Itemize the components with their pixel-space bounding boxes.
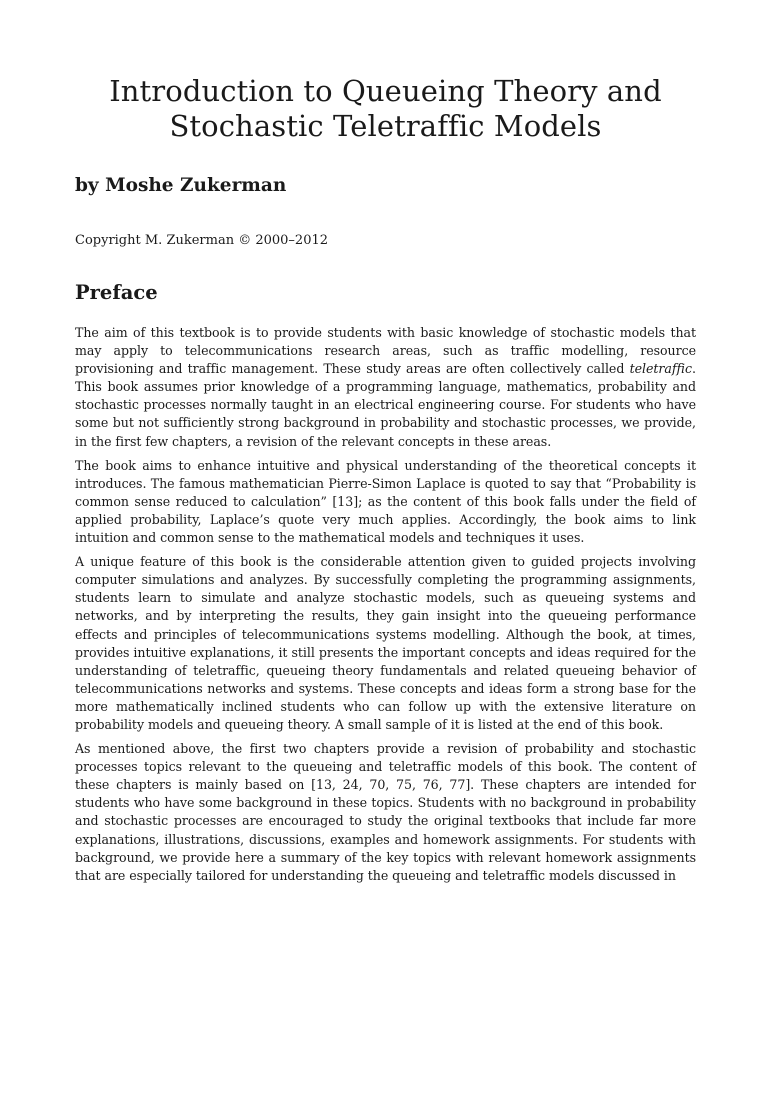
paragraph-1 (75, 324, 696, 451)
copyright-notice: Copyright M. Zukerman © 2000–2012 (75, 233, 329, 248)
paragraph-1-text-start: The aim of this textbook is to provide students with basic knowledge of stochastic models that may apply to telecommunications research areas, such as traffic modelling, resource provisioning and traffic management. These study areas are often collectively called (75, 325, 696, 377)
paragraph-1-text-end: . This book assumes prior knowledge of a programming language, mathematics, probability and stochastic processes normally taught in an electrical engineering course. For students who have some but not sufficiently strong background in probability and stochastic processes, we provide, in the first few chapters, a revision of the relevant concepts in these areas. (75, 361, 696, 449)
preface-body (75, 324, 696, 885)
document-title (75, 74, 696, 144)
paragraph-2: The book aims to enhance intuitive and physical understanding of the theoretical concepts it introduces. The famous mathematician Pierre-Simon Laplace is quoted to say that “Probability is common sense reduced to calculation” [13]; as the content of this book falls under the field of applied probability, Laplace’s quote very much applies. Accordingly, the book aims to link intuition and common sense to the mathematical models and techniques it uses. (75, 457, 696, 546)
author-line: by Moshe Zukerman (75, 175, 287, 196)
paragraph-4: As mentioned above, the first two chapters provide a revision of probability and stochastic processes topics relevant to the queueing and teletraffic models of this book. The content of these chapters is mainly based on [13, 24, 70, 75, 76, 77]. These chapters are intended for students who have some background in these topics. Students with no background in probability and stochastic processes are encouraged to study the original textbooks that include far more explanations, illustrations, discussions, examples and homework assignments. For students with background, we provide here a summary of the key topics with relevant homework assignments that are especially tailored for understanding the queueing and teletraffic models discussed in (75, 741, 696, 883)
document-title-line-1: Introduction to Queueing Theory and (109, 74, 662, 108)
document-page (0, 74, 768, 1098)
section-heading-preface: Preface (75, 281, 158, 304)
emphasized-term: teletraffic (629, 361, 693, 377)
document-title-line-2: Stochastic Teletraffic Models (169, 109, 602, 143)
paragraph-3: A unique feature of this book is the considerable attention given to guided projects involving computer simulations and analyzes. By successfully completing the programming assignments, students learn to simulate and analyze stochastic models, such as queueing systems and networks, and by interpreting the results, they gain insight into the queueing performance effects and principles of telecommunications systems modelling. Although the book, at times, provides intuitive explanations, it still presents the important concepts and ideas required for the understanding of teletraffic, queueing theory fundamentals and related queueing behavior of telecommunications networks and systems. These concepts and ideas form a strong base for the more mathematically inclined students who can follow up with the extensive literature on probability models and queueing theory. A small sample of it is listed at the end of this book. (75, 554, 696, 732)
